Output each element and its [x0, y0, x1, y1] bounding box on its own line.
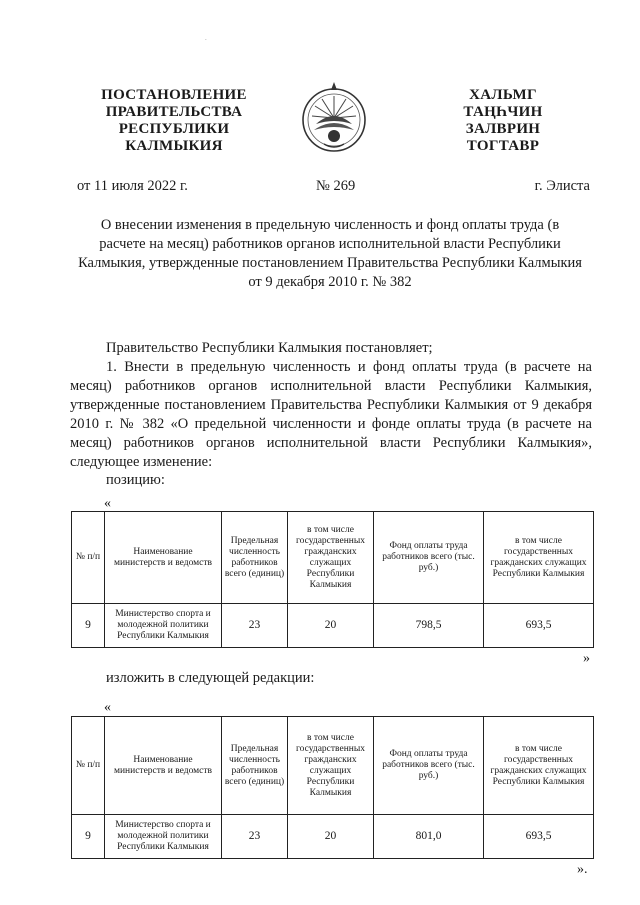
- cell-limit: 23: [222, 604, 288, 648]
- cell-limit: 23: [222, 815, 288, 859]
- intro-text: Правительство Республики Калмыкия постановляет;: [106, 340, 433, 356]
- col-fund-header: Фонд оплаты труда работников всего (тыс. руб.): [374, 717, 484, 815]
- header-left-line: ПОСТАНОВЛЕНИЕ: [101, 87, 247, 103]
- col-num-header: № п/п: [72, 717, 105, 815]
- col-limit-header: Предельная численность работников всего (единиц): [222, 717, 288, 815]
- col-name-header: Наименование министерств и ведомств: [105, 717, 222, 815]
- table-row: [72, 815, 594, 859]
- cell-num: 9: [72, 815, 105, 859]
- cell-incl2: 693,5: [484, 815, 594, 859]
- header-right-line: ТАҢҺЧИН: [463, 104, 543, 120]
- cell-num: 9: [72, 604, 105, 648]
- cell-fund: 801,0: [374, 815, 484, 859]
- header-right-line: ЗАЛВРИН: [465, 121, 541, 137]
- col-incl2-header: в том числе государственных гражданских служащих Республики Калмыкия: [484, 717, 594, 815]
- header-left-line: ПРАВИТЕЛЬСТВА: [105, 104, 243, 120]
- decree-city: г. Элиста: [534, 178, 590, 194]
- header-right-line: ТОГТАВР: [466, 138, 540, 154]
- table-new-position: [71, 716, 594, 859]
- col-incl2-header: в том числе государственных гражданских служащих Республики Калмыкия: [484, 512, 594, 604]
- col-name-header: Наименование министерств и ведомств: [105, 512, 222, 604]
- header-left-line: КАЛМЫКИЯ: [125, 138, 223, 154]
- decree-date: от 11 июля 2022 г.: [77, 178, 188, 194]
- table-row: [72, 604, 594, 648]
- cell-name: Министерство спорта и молодежной политики Республики Калмыкия: [105, 604, 222, 648]
- close-quote-1: »: [583, 651, 590, 666]
- paragraph-1: 1. Внести в предельную численность и фонд оплаты труда (в расчете на месяц) работников органов исполнительной власти Республики Калмыкия, утвержденные постановлением Правительства Республики Калмыкия от 9 декабря 2010 г. № 382 «О предельной численности и фонде оплаты труда (в расчете на месяц) работников органов исполнительной власти Республики Калмыкия», следующее изменение:: [70, 359, 592, 470]
- decree-title: О внесении изменения в предельную численность и фонд оплаты труда (в расчете на месяц) работников органов исполнительной власти Республики Калмыкия, утвержденные постановлением Правительства Республики Калмыкия от 9 декабря 2010 г. № 382: [78, 217, 582, 290]
- close-quote-2: ».: [577, 862, 588, 877]
- replace-label: изложить в следующей редакции:: [106, 670, 315, 686]
- table-header-row: [72, 717, 594, 815]
- cell-name: Министерство спорта и молодежной политики Республики Калмыкия: [105, 815, 222, 859]
- header-left-line: РЕСПУБЛИКИ: [118, 121, 230, 137]
- cell-incl1: 20: [288, 815, 374, 859]
- kalmykia-coat-of-arms-icon: [298, 78, 370, 160]
- col-incl1-header: в том числе государственных гражданских служащих Республики Калмыкия: [288, 717, 374, 815]
- scan-mark: .: [205, 34, 207, 42]
- header-left: [94, 87, 254, 155]
- header-right: [428, 87, 578, 155]
- cell-incl1: 20: [288, 604, 374, 648]
- decree-number: № 269: [316, 178, 356, 194]
- cell-incl2: 693,5: [484, 604, 594, 648]
- open-quote-2: «: [104, 700, 111, 715]
- col-num-header: № п/п: [72, 512, 105, 604]
- header-right-line: ХАЛЬМГ: [469, 87, 537, 103]
- table-header-row: [72, 512, 594, 604]
- position-label: позицию:: [106, 472, 165, 488]
- col-fund-header: Фонд оплаты труда работников всего (тыс. руб.): [374, 512, 484, 604]
- col-incl1-header: в том числе государственных гражданских служащих Республики Калмыкия: [288, 512, 374, 604]
- col-limit-header: Предельная численность работников всего (единиц): [222, 512, 288, 604]
- table-old-position: [71, 511, 594, 648]
- open-quote-1: «: [104, 496, 111, 511]
- cell-fund: 798,5: [374, 604, 484, 648]
